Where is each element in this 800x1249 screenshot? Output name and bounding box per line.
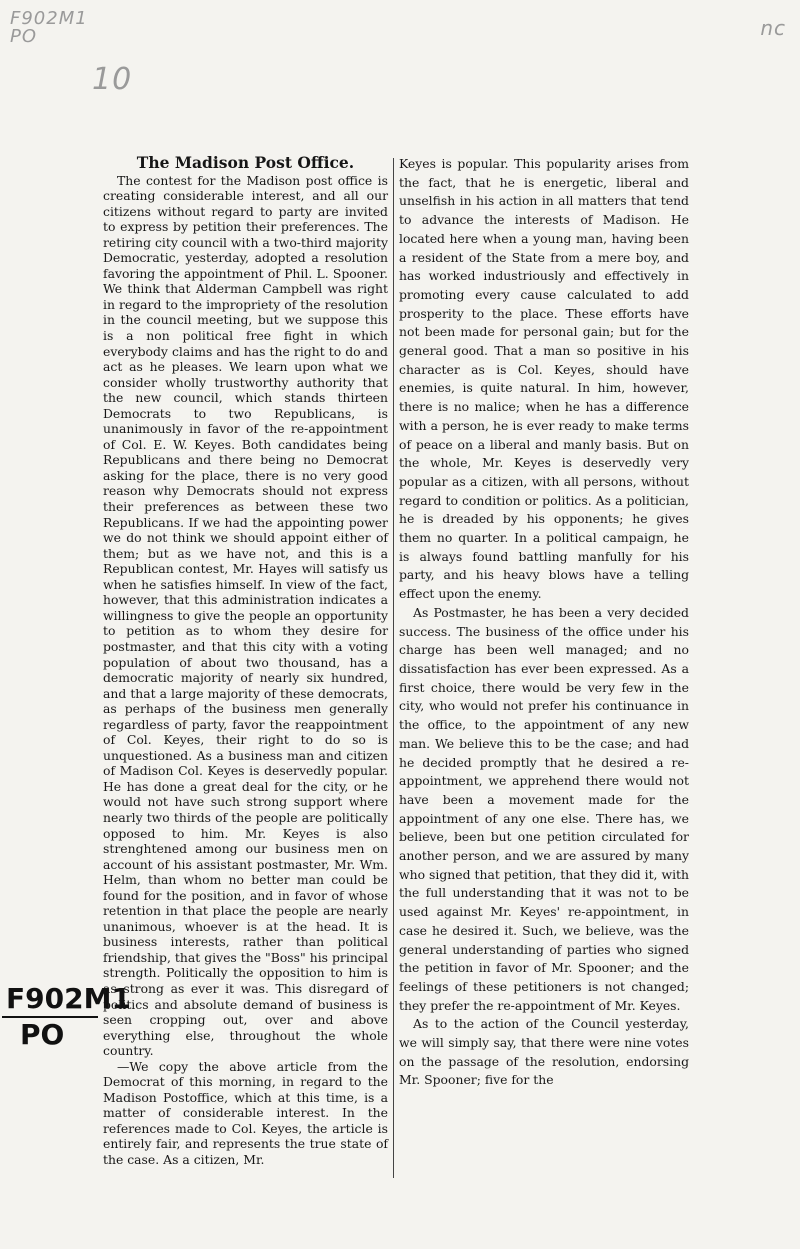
article-paragraph: Keyes is popular. This popularity arises from the fact, that he is energetic, liberal and unselfish in his action in all matters that tend to advance the interests of Madison. He located here when a young man, having been a resident of the State from a mere boy, and has worked industriously and effectively in promoting every cause calculated to add prosperity to the place. These efforts have not been made for personal gain; but for the general good. That a man so positive in his character as is Col. Keyes, should have enemies, is quite natural. In him, however, there is no malice; when he has a difference with a person, he is ever ready to make terms of peace on a liberal and manly basis. But on the whole, Mr. Keyes is deservedly very popular as a citizen, with all persons, without regard to condition or politics. As a politician, he is dreaded by his opponents; he gives them no quarter. In a political campaign, he is always found battling manfully for his party, and his heavy blows have a telling effect upon the enemy. (399, 156, 689, 602)
article-paragraph: As to the action of the Council yesterday, we will simply say, that there were nine votes on the passage of the resolution, endorsing Mr. Spooner; five for the (399, 1016, 689, 1088)
article-title: The Madison Post Office. (136, 153, 355, 172)
pencil-note-top-right: nc (760, 16, 786, 40)
article-paragraph: As Postmaster, he has been a very decided success. The business of the office under his charge has been well managed; and no dissatisfaction has ever been expressed. As a first choice, there would be very few in the city, who would not prefer his continuance in the office, to the appointment of any new man. We believe this to be the case; and had he decided promptly that he desired a re-appointment, we apprehend there would not have been a movement made for the appointment of any one else. There has, we believe, been but one petition circulated for another person, and we are assured by many who signed that petition, that they did it, with the full understanding that it was not to be used against Mr. Keyes' re-appointment, in case he desired it. Such, we believe, was the general understanding of parties who signed the petition in favor of Mr. Spooner; and the feelings of these petitioners is not changed; they prefer the re-appointment of Mr. Keyes. (399, 604, 689, 1013)
stamp-line-2: PO (20, 1018, 65, 1051)
article-paragraph: —We copy the above article from the Democrat of this morning, in regard to the Madison Postoffice, which at this time, is a matter of considerable interest. In the references made to Col. Keyes, the article is entirely fair, and represents the true state of the case. As a citizen, Mr. (103, 1058, 388, 1167)
catalog-stamp (2, 982, 131, 1052)
article-paragraph: The contest for the Madison post office is creating considerable interest, and all our citizens without regard to party are invited to express by petition their preferences. The retiring city council with a two-third majority Democratic, yesterday, adopted a resolution favoring the appointment of Phil. L. Spooner. We think that Alderman Campbell was right in regard to the impropriety of the resolution in the council meeting, but we suppose this is a non political free fight in which everybody claims and has the right to do and act as he pleases. We learn upon what we consider wholly trustworthy authority that the new council, which stands thirteen Democrats to two Republicans, is unanimously in favor of the re-appointment of Col. E. W. Keyes. Both candidates being Republicans and there being no Democrat asking for the place, there is no very good reason why Democrats should not express their preferences as between these two Republicans. If we had the appointing power we do not think we should appoint either of them; but as we have not, and this is a Republican contest, Mr. Hayes will satisfy us when he satisfies himself. In view of the fact, however, that this administration indicates a willingness to give the people an opportunity to petition as to whom they desire for postmaster, and that this city with a voting population of about two thousand, has a democratic majority of nearly six hundred, and that a large majority of these democrats, as perhaps of the business men generally regardless of party, favor the reappointment of Col. Keyes, their right to do so is unquestioned. As a business man and citizen of Madison Col. Keyes is deservedly popular. He has done a great deal for the city, or he would not have such strong support where nearly two thirds of the people are politically opposed to him. Mr. Keyes is also strenghtened among our business men on account of his assistant postmaster, Mr. Wm. Helm, than whom no better man could be found for the position, and in favor of whose retention in that place the people are nearly unanimous, whoever is at the head. It is business interests, rather than political friendship, that gives the "Boss" his principal strength. Politically the opposition to him is as strong as ever it was. This disregard of politics and absolute demand of business is seen cropping out, over and above everything else, throughout the whole country. (103, 172, 388, 1059)
pencil-line-1: F902M1 (10, 8, 88, 29)
stamp-line-1: F902M1 (2, 982, 98, 1018)
pencil-note-top-left (10, 10, 88, 46)
column-divider (393, 158, 394, 1178)
pencil-page-number: 10 (92, 62, 133, 97)
pencil-line-2: PO (10, 26, 38, 47)
article-column-right (399, 155, 689, 1090)
article-column-left (103, 155, 388, 1168)
